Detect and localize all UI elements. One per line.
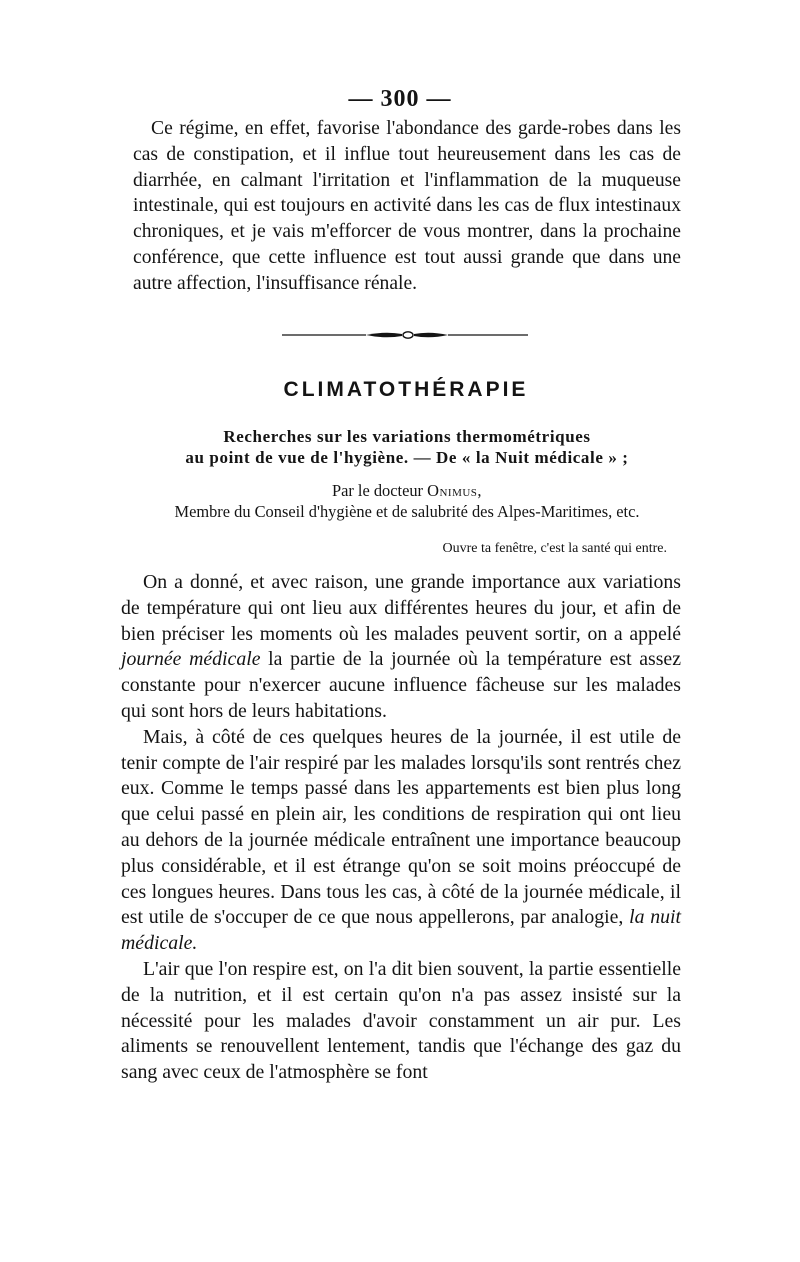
intro-paragraph: Ce régime, en effet, favorise l'abondance des garde-robes dans les cas de constipation, et il influe tout heureusement dans les cas de diarrhée, en calmant l'irritation et l'inflammation de la muqueuse intestinale, qui est toujours en activité dans les cas de flux intestinaux chroniques, et je vais m'efforcer de vous montrer, dans la prochaine conférence, que cette influence est tout aussi grande que dans une autre affection, l'insuffisance rénale. bbox=[133, 118, 681, 294]
subtitle-line-1: Recherches sur les variations thermométriques bbox=[223, 427, 591, 446]
paragraph-text: la partie de la journée où la température est assez constante pour n'exercer aucune influence fâcheuse sur les malades qui sont hors de leurs habitations. bbox=[121, 648, 681, 722]
author-line bbox=[133, 480, 681, 501]
section-divider-ornament bbox=[280, 328, 530, 342]
subtitle-line-2: au point de vue de l'hygiène. — De « la Nuit médicale » ; bbox=[185, 448, 629, 467]
author-name: Onimus, bbox=[427, 481, 483, 500]
body-paragraph-2 bbox=[121, 725, 681, 957]
body-paragraph-1 bbox=[121, 570, 681, 725]
paragraph-text: Mais, à côté de ces quelques heures de la journée, il est utile de tenir compte de l'air respiré par les malades lorsqu'ils sont rentrés chez eux. Comme le temps passé dans les appartements est bien plus long que celui passé en plein air, les conditions de respiration qui ont lieu au dehors de la journée médicale entraînent une importance beaucoup plus considérable, et il est étrange qu'on se soit moins préoccupé de ces longues heures. Dans tous les cas, à côté de la journée médicale, il est utile de s'occuper de ce que nous appellerons, par analogie, bbox=[121, 725, 681, 929]
section-title: CLIMATOTHÉRAPIE bbox=[283, 378, 529, 401]
paragraph-text: On a donné, et avec raison, une grande importance aux variations de température qui ont lieu aux différentes heures du jour, et afin de bien préciser les moments où les malades peuvent sortir, on a appelé bbox=[121, 571, 681, 645]
author-affiliation: Membre du Conseil d'hygiène et de salubrité des Alpes-Maritimes, etc. bbox=[174, 502, 640, 521]
paragraph-emphasis: journée médicale bbox=[121, 648, 261, 671]
paragraph-emphasis: la nuit médicale. bbox=[121, 906, 681, 955]
author-prefix: Par le docteur bbox=[331, 481, 424, 500]
paragraph-text: L'air que l'on respire est, on l'a dit bien souvent, la partie essentielle de la nutrition, et il est certain qu'on n'a pas assez insisté sur la nécessité pour les malades d'avoir constamment un air pur. Les aliments se renouvellent lentement, tandis que l'échange des gaz du sang avec ceux de l'atmosphère se font bbox=[121, 957, 681, 1084]
epigraph: Ouvre ta fenêtre, c'est la santé qui entre. bbox=[442, 541, 667, 556]
article-body bbox=[121, 570, 681, 1086]
body-paragraph-3 bbox=[121, 957, 681, 1086]
page-number: — 300 — bbox=[348, 86, 452, 112]
article-subtitle bbox=[133, 426, 681, 468]
author-block bbox=[133, 480, 681, 522]
